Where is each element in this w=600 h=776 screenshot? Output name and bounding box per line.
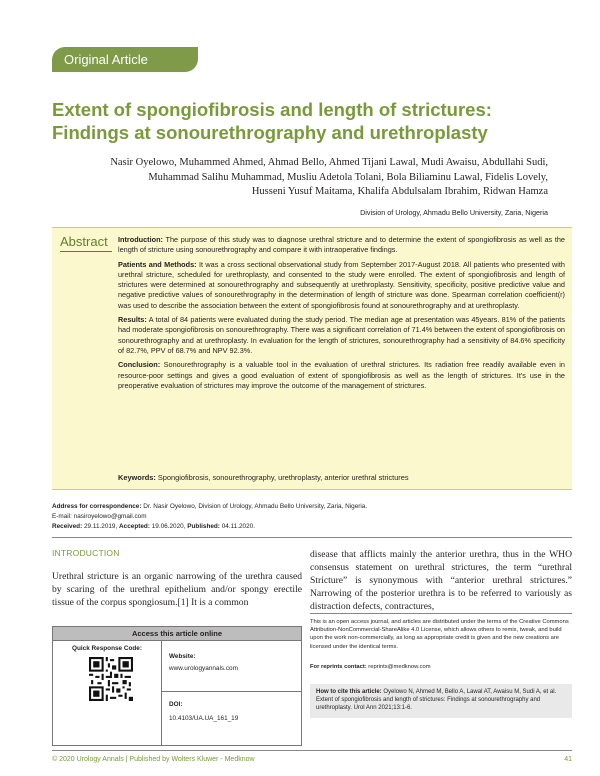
introduction-text-left: Urethral stricture is an organic narrowing of the urethra caused by scaring of the urethral epithelium and/or spongy erectile tissue of the corpus spongiosum.[1] It is a common [52,571,302,608]
abstract-introduction-text: The purpose of this study was to diagnose urethral stricture and to determine the extent of spongiofibrosis as well as the length of stricture using sonourethrography and compare it with intraoperative findings. [118,235,565,255]
author-list [48,156,548,200]
page-footer [52,756,572,763]
website-label: Website: [169,653,196,660]
left-column [52,548,302,609]
abstract-conclusion [118,360,565,391]
correspondence-block [52,502,572,532]
divider [52,537,572,538]
abstract-conclusion-text: Sonourethrography is a valuable tool in the evaluation of urethral strictures. Its radiation free readily available even in resource-poor settings and gives a good evaluation of extent of spongiofibrosis as well as the length of strictures. It's use in the preoperative evaluation of strictures may improve the outcome of the management of strictures. [118,360,565,390]
abstract-conclusion-head: Conclusion: [118,360,161,370]
qr-label: Quick Response Code: [72,645,142,652]
abstract-results-head: Results: [118,315,147,325]
footer-copyright: © 2020 Urology Annals | Published by Wolters Kluwer - Medknow [52,756,255,763]
doi-link[interactable]: 10.4103/UA.UA_161_19 [169,715,239,722]
correspondence-head: Address for correspondence: [52,503,142,510]
license-text: This is an open access journal, and articles are distributed under the terms of the Creative Commons Attribution-NonCommercial-ShareAlike 4.0 License, which allows others to remix, tweak, and build upon the work non-commercially, as long as appropriate credit is given and the new creations are licensed under the identical terms. [310,619,569,650]
abstract-results-text: A total of 84 patients were evaluated during the study period. The median age at presentation was 45years. 81% of the patients had moderate spongiofibrosis on sonourethrography. There was a significant correlation of 71.4% between the extent of spongiofibrosis on sonourethrography and at urethroplasty. In evaluation for the length of strictures, sonourethrography had a sensitivity of 84.6% specificity of 82.7%, PPV of 68.7% and NPV 92.3%. [118,315,565,355]
page-number: 41 [564,756,572,763]
reprints-contact [310,664,572,670]
keywords [118,473,565,482]
divider [310,613,572,614]
right-column [310,548,572,613]
access-divider [161,641,162,746]
website-link[interactable]: www.urologyannals.com [169,665,238,672]
article-type-badge: Original Article [52,47,198,72]
qr-code-icon[interactable] [89,657,133,701]
abstract-methods-head: Patients and Methods: [118,259,197,269]
citation-head: How to cite this article: [316,689,382,695]
introduction-text-right: disease that afflicts mainly the anterior urethra, thus in the WHO consensus statement on urethral strictures, the term “urethral Stricture” is synonymous with “anterior urethral strictures.” Narrowing of the posterior urethra is to be referred to variously as distraction defects, contractures, [310,549,572,612]
reprints-email[interactable]: reprints@medknow.com [366,664,431,670]
article-dates [52,522,572,532]
correspondence-text: Dr. Nasir Oyelowo, Division of Urology, Ahmadu Bello University, Zaria, Nigeria. [141,503,368,510]
citation-box [310,684,572,718]
reprints-head: For reprints contact: [310,664,367,670]
section-heading-introduction: INTRODUCTION [52,548,120,558]
keywords-head: Keywords: [118,473,156,482]
received-date: 29.11.2019, [82,523,120,530]
abstract-introduction-head: Introduction: [118,235,163,244]
access-heading: Access this article online [53,627,301,641]
received-head: Received: [52,523,83,530]
published-head: Published: [187,523,220,530]
author-line: Husseni Yusuf Maitama, Khalifa Abdulsalam Ibrahim, Ridwan Hamza [251,186,548,197]
doi-label: DOI: [169,701,183,708]
abstract-results [118,315,565,356]
accepted-date: 19.06.2020, [149,523,188,530]
abstract-introduction [118,235,565,256]
abstract-label: Abstract [60,234,112,252]
published-date: 04.11.2020. [219,523,255,530]
abstract-body [118,235,565,395]
article-title: Extent of spongiofibrosis and length of strictures: Findings at sonourethrography and urethroplasty [52,99,492,143]
divider [52,750,572,751]
abstract-methods-text: It was a cross sectional observational study from September 2017-August 2018. All patients who presented with urethral stricture, scheduled for urethroplasty, and consented to the study were enrolled. The extent of spongiofibrosis and length of strictures were determined at sonourethrography and subsequently at urethroplasty. Sensitivity, specificity, positive predictive value and negative predictive values of sonourethrography in the determination of length of stricture was done. Spearman correlation coefficient(r) was used to describe the association between the extent of spongiofibrosis found at sonourethrography and at urethroplasty. [118,259,565,310]
accepted-head: Accepted: [119,523,150,530]
citation-text: Oyelowo N, Ahmed M, Bello A, Lawal AT, Awaisu M, Sudi A, et al. Extent of spongiofibrosis and length of strictures: Findings at sonourethrography and urethroplasty. Urol Ann 2021;13:1-6. [316,689,557,712]
abstract-methods [118,260,565,311]
access-divider [161,691,302,692]
author-line: Nasir Oyelowo, Muhammed Ahmed, Ahmad Bello, Ahmed Tijani Lawal, Mudi Awaisu, Abdullahi Sudi, [110,157,548,168]
access-online-box [52,626,302,746]
abstract-box [52,227,572,490]
keywords-text: Spongiofibrosis, sonourethrography, urethroplasty, anterior urethral strictures [155,473,409,482]
correspondence-address [52,502,572,512]
correspondence-email[interactable]: E-mail: nasiroyelowo@gmail.com [52,513,147,520]
affiliation: Division of Urology, Ahmadu Bello University, Zaria, Nigeria [360,208,548,217]
author-line: Muhammad Salihu Muhammad, Musliu Adetola Tolani, Bola Biliaminu Lawal, Fidelis Lovely, [148,171,548,183]
